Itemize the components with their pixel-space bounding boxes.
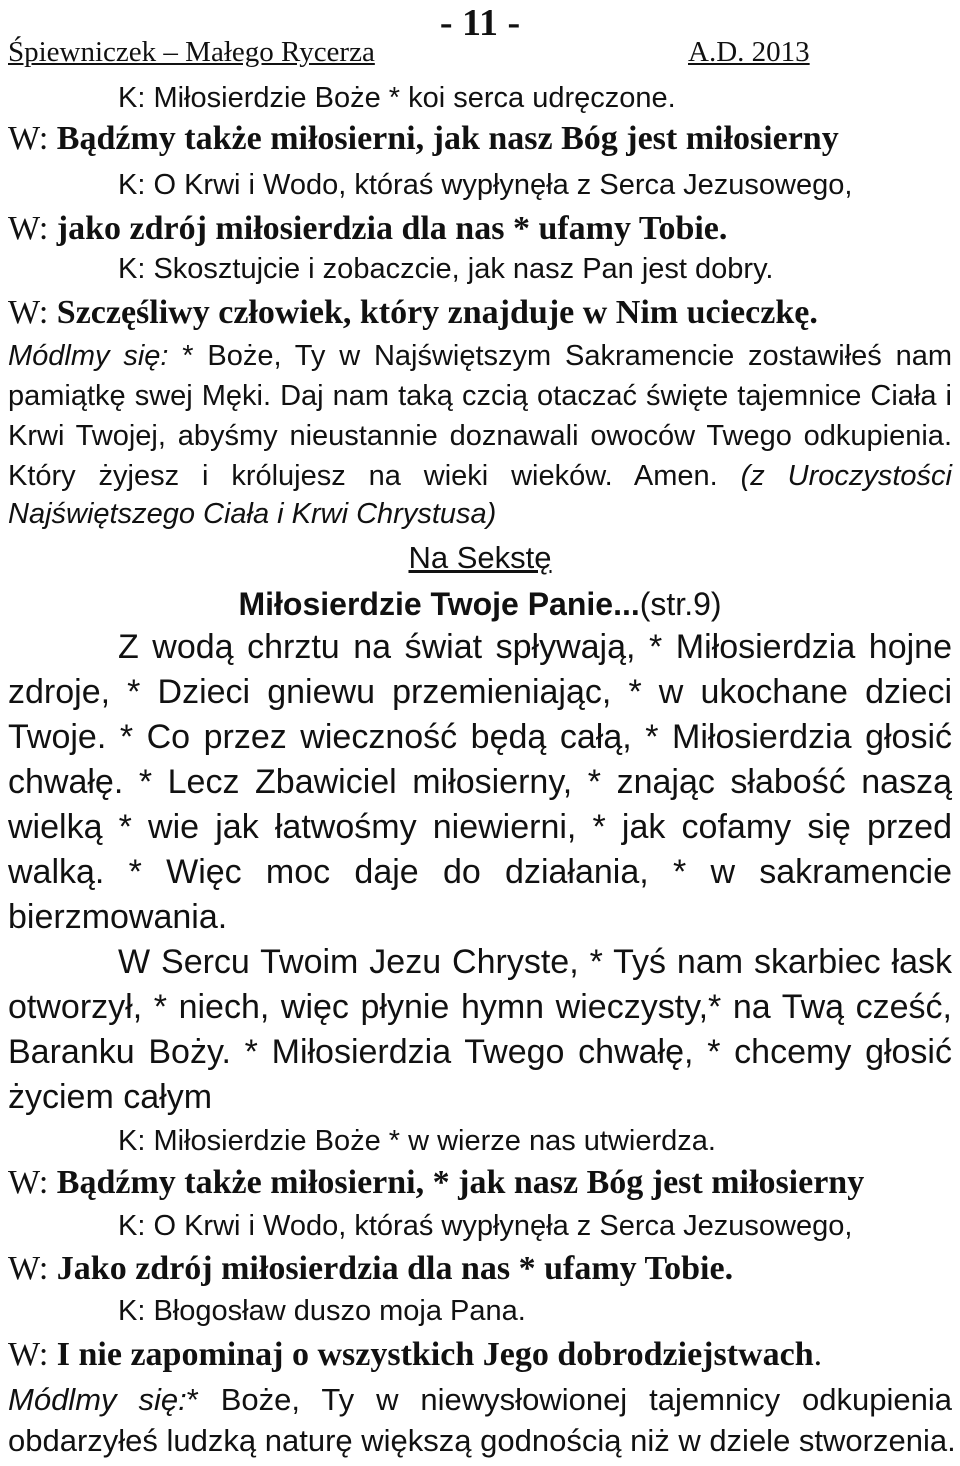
prayer-source: (z Uroczystości [740,460,952,492]
verse-line: Twoje. * Co przez wieczność będą całą, * Miłosierdzia głosić [8,718,952,756]
response-prefix: W: [8,294,57,331]
verse-line: zdroje, * Dzieci gniewu przemieniając, * w ukochane dzieci [8,673,952,711]
response-text: Bądźmy także miłosierni, jak nasz Bóg jest miłosierny [56,120,839,157]
verse-line: bierzmowania. [8,898,228,936]
prayer-label: Módlmy się: [8,1382,187,1417]
response-prefix: W: [8,1164,57,1201]
verse-line: walką. * Więc moc daje do działania, * w sakramencie [8,853,952,891]
verse-line: Baranku Boży. * Miłosierdzia Twego chwałę, * chcemy głosić [8,1033,952,1071]
litany-k-line: K: Miłosierdzie Boże * koi serca udręczone. [118,82,676,114]
prayer-line [8,462,952,491]
litany-k-line: K: O Krwi i Wodo, któraś wypłynęła z Serca Jezusowego, [118,1210,853,1242]
header-year: A.D. 2013 [688,36,810,68]
prayer-line [8,1384,952,1415]
verse-line: otworzył, * niech, więc płynie hymn wieczysty,* na Twą cześć, [8,988,952,1026]
response-text: Szczęśliwy człowiek, który znajduje w Nim ucieczkę. [56,294,818,331]
verse-line: W Sercu Twoim Jezu Chryste, * Tyś nam skarbiec łask [118,943,952,981]
litany-w-line [8,296,818,330]
response-text: jako zdrój miłosierdzia dla nas * ufamy Tobie. [56,210,728,247]
litany-w-line [8,212,727,246]
section-heading: Na Sekstę [408,540,552,575]
litany-w-line [8,122,839,156]
prayer-source: Najświętszego Ciała i Krwi Chrystusa) [8,498,497,530]
song-reference: (str.9) [639,586,722,622]
prayer-line: obdarzyłeś ludzką naturę większą godnością niż w dziele stworzenia. [8,1423,956,1458]
page-number: - 11 - [439,2,521,44]
book-title: Śpiewniczek – Małego Rycerza [8,36,375,68]
prayer-line: Krwi Twojej, abyśmy nieustannie doznawali owoców Twego odkupienia. [8,420,952,452]
verse-line: wielką * wie jak łatwośmy niewierni, * jak cofamy się przed [8,808,952,846]
litany-w-line [8,1166,864,1200]
song-title-text: Miłosierdzie Twoje Panie... [238,586,640,622]
response-text: I nie zapominaj o wszystkich Jego dobrodziejstwach [56,1336,814,1373]
response-text: Bądźmy także miłosierni, * jak nasz Bóg jest miłosierny [56,1164,865,1201]
litany-k-line: K: O Krwi i Wodo, któraś wypłynęła z Serca Jezusowego, [118,169,853,201]
response-prefix: W: [8,1250,57,1287]
prayer-line: pamiątkę swej Męki. Daj nam taką czcią otaczać święte tajemnice Ciała i [8,380,952,412]
verse-line: Z wodą chrztu na świat spływają, * Miłosierdzia hojne [118,628,952,666]
song-title [8,588,952,620]
verse-line: życiem całym [8,1078,213,1116]
prayer-line [8,342,952,371]
response-prefix: W: [8,120,57,157]
litany-w-line [8,1338,822,1372]
prayer-text: * Boże, Ty w Najświętszym Sakramencie zostawiłeś nam [182,340,953,372]
prayer-text: * Boże, Ty w niewysłowionej tajemnicy odkupienia [186,1382,952,1417]
litany-k-line: K: Błogosław duszo moja Pana. [118,1295,526,1327]
verse-line: chwałę. * Lecz Zbawiciel miłosierny, * znając słabość naszą [8,763,952,801]
prayer-text: Który żyjesz i królujesz na wieki wieków. Amen. [8,460,718,492]
litany-w-line [8,1252,733,1286]
litany-k-line: K: Miłosierdzie Boże * w wierze nas utwierdza. [118,1125,716,1157]
litany-k-line: K: Skosztujcie i zobaczcie, jak nasz Pan jest dobry. [118,253,774,285]
response-end: . [813,1336,823,1373]
prayer-label: Módlmy się: [8,340,169,372]
response-prefix: W: [8,1336,57,1373]
response-prefix: W: [8,210,57,247]
response-text: Jako zdrój miłosierdzia dla nas * ufamy Tobie. [56,1250,734,1287]
